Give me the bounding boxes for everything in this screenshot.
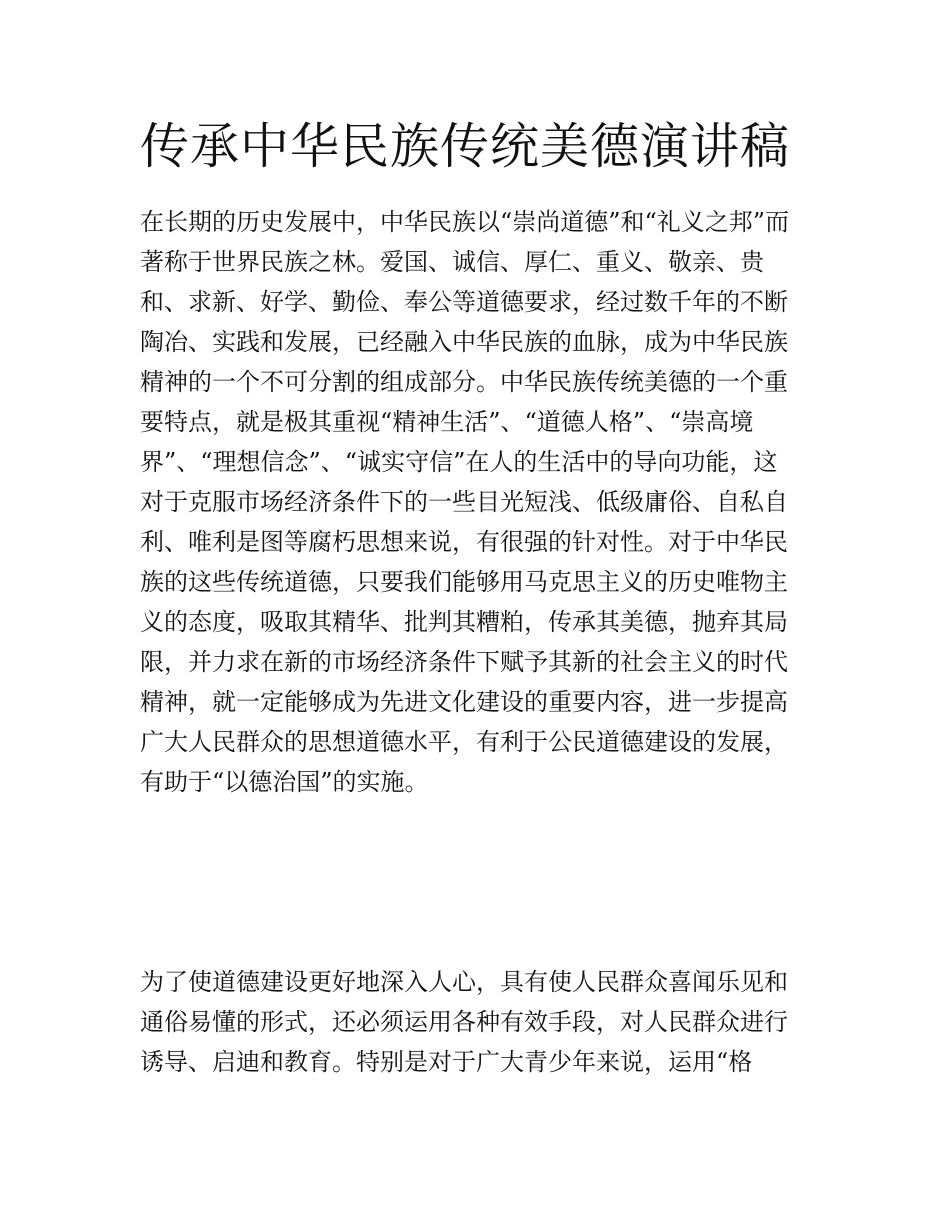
paragraph-line: 精神的一个不可分割的组成部分。中华民族传统美德的一个重 bbox=[140, 368, 788, 396]
document-title: 传承中华民族传统美德演讲稿 bbox=[140, 118, 791, 175]
paragraph-line: 诱导、启迪和教育。特别是对于广大青少年来说，运用“格 bbox=[140, 1048, 753, 1076]
paragraph-line: 有助于“以德治国”的实施。 bbox=[140, 768, 429, 796]
paragraph-line: 义的态度，吸取其精华、批判其糟粕，传承其美德，抛弃其局 bbox=[140, 608, 788, 636]
paragraph-line: 精神，就一定能够成为先进文化建设的重要内容，进一步提高 bbox=[140, 688, 788, 716]
paragraph-line: 利、唯利是图等腐朽思想来说，有很强的针对性。对于中华民 bbox=[140, 528, 788, 556]
paragraph-line: 广大人民群众的思想道德水平，有利于公民道德建设的发展， bbox=[140, 728, 788, 756]
paragraph-2 bbox=[140, 962, 788, 1082]
paragraph-line: 界”、“理想信念”、“诚实守信”在人的生活中的导向功能，这 bbox=[140, 448, 778, 476]
paragraph-line: 限，并力求在新的市场经济条件下赋予其新的社会主义的时代 bbox=[140, 648, 788, 676]
paragraph-line: 著称于世界民族之林。爱国、诚信、厚仁、重义、敬亲、贵 bbox=[140, 248, 764, 276]
paragraph-line: 和、求新、好学、勤俭、奉公等道德要求，经过数千年的不断 bbox=[140, 288, 788, 316]
paragraph-1 bbox=[140, 202, 789, 802]
paragraph-line: 要特点，就是极其重视“精神生活”、“道德人格”、“崇高境 bbox=[140, 408, 754, 436]
paragraph-line: 为了使道德建设更好地深入人心，具有使人民群众喜闻乐见和 bbox=[140, 968, 788, 996]
paragraph-line: 在长期的历史发展中，中华民族以“崇尚道德”和“礼义之邦”而 bbox=[140, 208, 790, 236]
paragraph-line: 对于克服市场经济条件下的一些目光短浅、低级庸俗、自私自 bbox=[140, 488, 788, 516]
paragraph-line: 通俗易懂的形式，还必须运用各种有效手段，对人民群众进行 bbox=[140, 1008, 788, 1036]
paragraph-line: 陶冶、实践和发展，已经融入中华民族的血脉，成为中华民族 bbox=[140, 328, 788, 356]
paragraph-line: 族的这些传统道德，只要我们能够用马克思主义的历史唯物主 bbox=[140, 568, 788, 596]
